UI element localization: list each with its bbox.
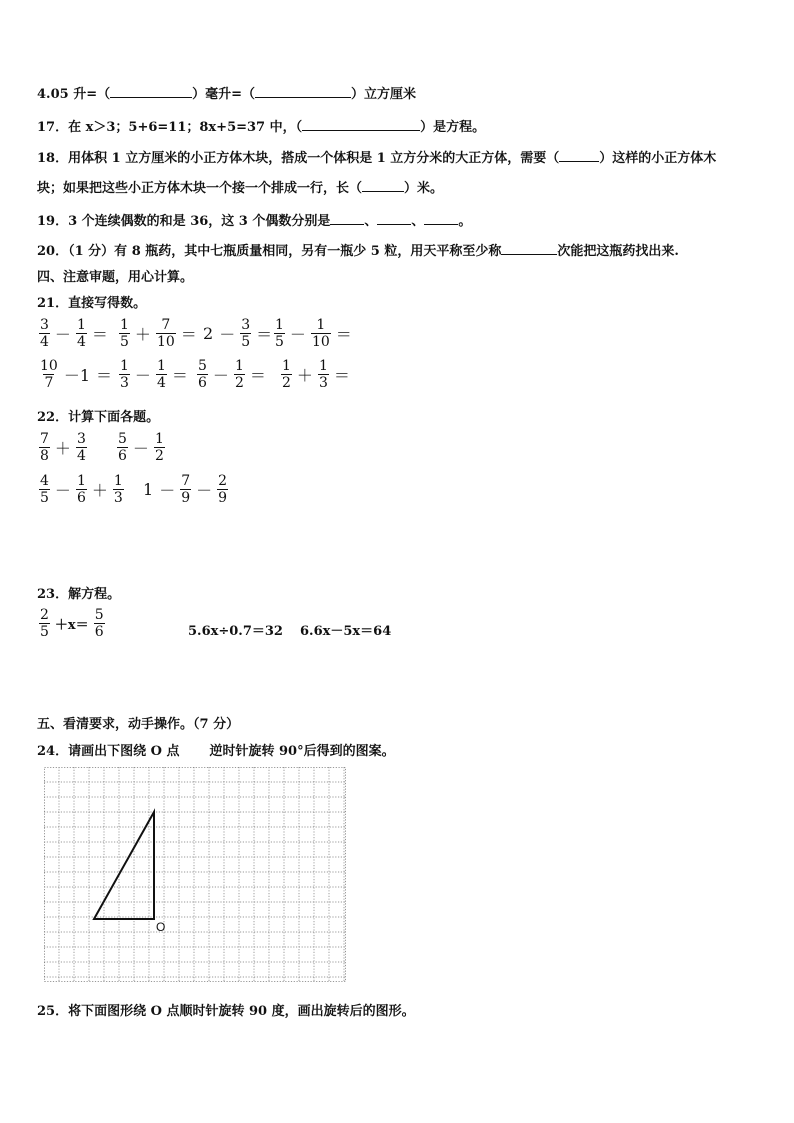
fraction-part: 10 (40, 358, 58, 374)
math-operator: 2 (203, 324, 214, 343)
q18-text2: ）这样的小正方体木 (599, 151, 717, 166)
fraction (240, 317, 251, 350)
answer-blank[interactable] (501, 242, 557, 255)
math-operator: ＋ (54, 439, 71, 458)
question-20 (37, 240, 679, 259)
fraction (311, 317, 331, 350)
fraction-part: 10 (311, 334, 330, 350)
fraction (39, 431, 50, 464)
fraction-part: 1 (113, 473, 123, 489)
q21-expr-8 (279, 358, 353, 391)
fraction (318, 358, 329, 391)
fraction-part: 3 (318, 375, 328, 391)
q24-text1: 24．请画出下图绕 O 点 (37, 744, 180, 759)
q18-text4: ）米。 (404, 181, 444, 196)
fraction (119, 317, 130, 350)
fraction-part: 2 (218, 473, 228, 489)
math-operator: ＝ (180, 325, 197, 344)
fraction-part: 1 (76, 473, 86, 489)
math-operator: ＝ (171, 366, 188, 385)
fraction-part: 3 (241, 317, 251, 333)
question-24 (37, 740, 395, 759)
fraction-part: 1 (316, 317, 326, 333)
math-operator: － (289, 325, 306, 344)
question-25: 25．将下面图形绕 O 点顺时针旋转 90 度，画出旋转后的图形。 (37, 1004, 415, 1019)
section-4-heading: 四、注意审题，用心计算。 (37, 270, 194, 285)
math-operator: ＝ (256, 325, 273, 344)
fraction (156, 317, 176, 350)
q23-equation-2: 5.6x÷0.7＝32 (188, 624, 283, 639)
fraction-part: 2 (282, 375, 291, 391)
question-21-title: 21．直接写得数。 (37, 296, 147, 311)
question-17 (37, 116, 485, 135)
math-operator: － (212, 366, 229, 385)
fraction-part: 7 (44, 375, 54, 391)
math-operator: ＋ (134, 325, 151, 344)
section-5-heading: 五、看清要求，动手操作。（7 分） (37, 717, 240, 732)
q21-expr-3 (200, 317, 275, 350)
q21-expr-1 (37, 317, 111, 350)
math-operator: ＝ (333, 366, 350, 385)
answer-blank[interactable] (330, 212, 364, 225)
fraction-part: 7 (40, 431, 49, 447)
answer-blank[interactable] (377, 212, 411, 225)
math-operator: － (196, 481, 213, 500)
fraction (94, 607, 105, 640)
question-19 (37, 210, 471, 229)
fraction-part: 9 (181, 490, 191, 506)
q18-text1: 18．用体积 1 立方厘米的小正方体木块，搭成一个体积是 1 立方分米的大正方体，需要（ (37, 151, 560, 166)
q17-text2: ）是方程。 (420, 120, 486, 135)
q21-expr-6 (117, 358, 191, 391)
fraction (180, 473, 191, 506)
fraction-part: 6 (118, 448, 127, 464)
fraction-part: 1 (234, 358, 244, 374)
math-operator: ＋ (296, 366, 313, 385)
fraction-part: 6 (94, 624, 104, 640)
fraction (39, 358, 59, 391)
fraction-part: 1 (318, 358, 328, 374)
fraction (39, 473, 50, 506)
q16-text3: ）立方厘米 (351, 87, 417, 102)
fraction-part: 5 (241, 334, 251, 350)
fraction (39, 607, 50, 640)
math-operator: － (219, 325, 236, 344)
answer-blank[interactable] (424, 212, 458, 225)
fraction-part: 3 (113, 490, 123, 506)
fraction-part: 1 (120, 317, 129, 333)
math-operator: － (159, 481, 176, 500)
fraction-part: 10 (156, 334, 175, 350)
fraction (217, 473, 228, 506)
fraction-part: 2 (234, 375, 244, 391)
fraction (154, 431, 165, 464)
q21-expr-5 (37, 358, 115, 391)
point-o-label: O (156, 920, 166, 934)
q18-text3: 块；如果把这些小正方体木块一个接一个排成一行，长（ (37, 181, 363, 196)
q23-equation-3: 6.6x－5x＝64 (300, 624, 392, 639)
fraction (76, 317, 87, 350)
fraction-part: 3 (40, 317, 49, 333)
fraction (39, 317, 50, 350)
fraction-part: 5 (275, 334, 284, 350)
answer-blank[interactable] (302, 118, 420, 131)
q16-text1: 4.05 升=（ (37, 87, 111, 102)
fraction (197, 358, 208, 391)
q19-sep: 、 (411, 214, 425, 229)
math-operator: ＋ (91, 481, 108, 500)
fraction-part: 4 (156, 375, 166, 391)
fraction (119, 358, 130, 391)
fraction (234, 358, 245, 391)
fraction-part: 2 (40, 607, 49, 623)
fraction-part: 6 (198, 375, 207, 391)
fraction-part: 5 (40, 490, 49, 506)
q20-text1: 20．（1 分）有 8 瓶药，其中七瓶质量相同，另有一瓶少 5 粒，用天平称至少称 (37, 244, 502, 259)
fraction-part: 5 (198, 358, 207, 374)
fraction-part: 1 (154, 431, 164, 447)
fraction-part: 3 (120, 375, 129, 391)
q22-expr-4 (140, 473, 230, 506)
fraction-part: 4 (40, 334, 49, 350)
question-22-title: 22．计算下面各题。 (37, 410, 160, 425)
fraction-part: 4 (76, 334, 86, 350)
fraction-part: 3 (76, 431, 86, 447)
math-operator: 1 (143, 480, 154, 499)
fraction-part: 6 (76, 490, 86, 506)
question-18-line1 (37, 147, 716, 166)
fraction-part: 2 (154, 448, 164, 464)
q19-sep: 、 (364, 214, 378, 229)
question-16 (37, 83, 416, 102)
q17-text1: 17．在 x＞3；5+6=11；8x+5=37 中，（ (37, 120, 303, 135)
q19-end: 。 (458, 214, 472, 229)
fraction-part: 8 (40, 448, 49, 464)
answer-blank[interactable] (362, 179, 404, 192)
grid-figure[interactable] (44, 767, 346, 986)
q21-expr-2 (117, 317, 200, 350)
q22-expr-1 (37, 431, 89, 464)
math-operator: －1 (63, 366, 91, 385)
fraction-part: 1 (76, 317, 86, 333)
math-operator: ＝ (249, 366, 266, 385)
fraction-part: 1 (156, 358, 166, 374)
triangle-shape (94, 812, 154, 919)
fraction (76, 473, 87, 506)
answer-blank[interactable] (559, 149, 599, 162)
fraction-part: 4 (40, 473, 49, 489)
q21-expr-7 (195, 358, 269, 391)
math-operator: ＝ (335, 325, 352, 344)
fraction-part: 4 (76, 448, 86, 464)
math-operator: ＋x＝ (54, 618, 89, 633)
math-operator: － (134, 366, 151, 385)
fraction-part: 5 (118, 431, 127, 447)
q21-expr-4 (272, 317, 355, 350)
dotted-grid[interactable] (44, 767, 346, 982)
math-operator: － (54, 481, 71, 500)
fraction (76, 431, 87, 464)
fraction (274, 317, 285, 350)
fraction (117, 431, 128, 464)
math-operator: － (132, 439, 149, 458)
fraction-part: 5 (120, 334, 129, 350)
fraction (281, 358, 292, 391)
q22-expr-3 (37, 473, 126, 506)
question-18-line2 (37, 177, 443, 196)
fraction-part: 7 (181, 473, 191, 489)
fraction-part: 5 (94, 607, 104, 623)
math-operator: ＝ (91, 325, 108, 344)
q19-text: 19．3 个连续偶数的和是 36，这 3 个偶数分别是 (37, 214, 331, 229)
answer-blank[interactable] (110, 85, 192, 98)
math-operator: ＝ (96, 366, 113, 385)
fraction-part: 5 (40, 624, 49, 640)
fraction-part: 1 (282, 358, 291, 374)
answer-blank[interactable] (255, 85, 351, 98)
math-operator: － (54, 325, 71, 344)
q22-expr-2 (115, 431, 167, 464)
q20-text2: 次能把这瓶药找出来. (557, 244, 679, 259)
q24-text2: 逆时针旋转 90°后得到的图案。 (209, 744, 395, 759)
fraction (113, 473, 124, 506)
fraction-part: 7 (161, 317, 171, 333)
q16-text2: ）毫升=（ (192, 87, 255, 102)
fraction-part: 1 (275, 317, 284, 333)
question-23-title: 23．解方程。 (37, 587, 121, 602)
fraction-part: 9 (218, 490, 228, 506)
fraction-part: 1 (120, 358, 129, 374)
q23-equation-1 (37, 607, 107, 640)
fraction (156, 358, 167, 391)
